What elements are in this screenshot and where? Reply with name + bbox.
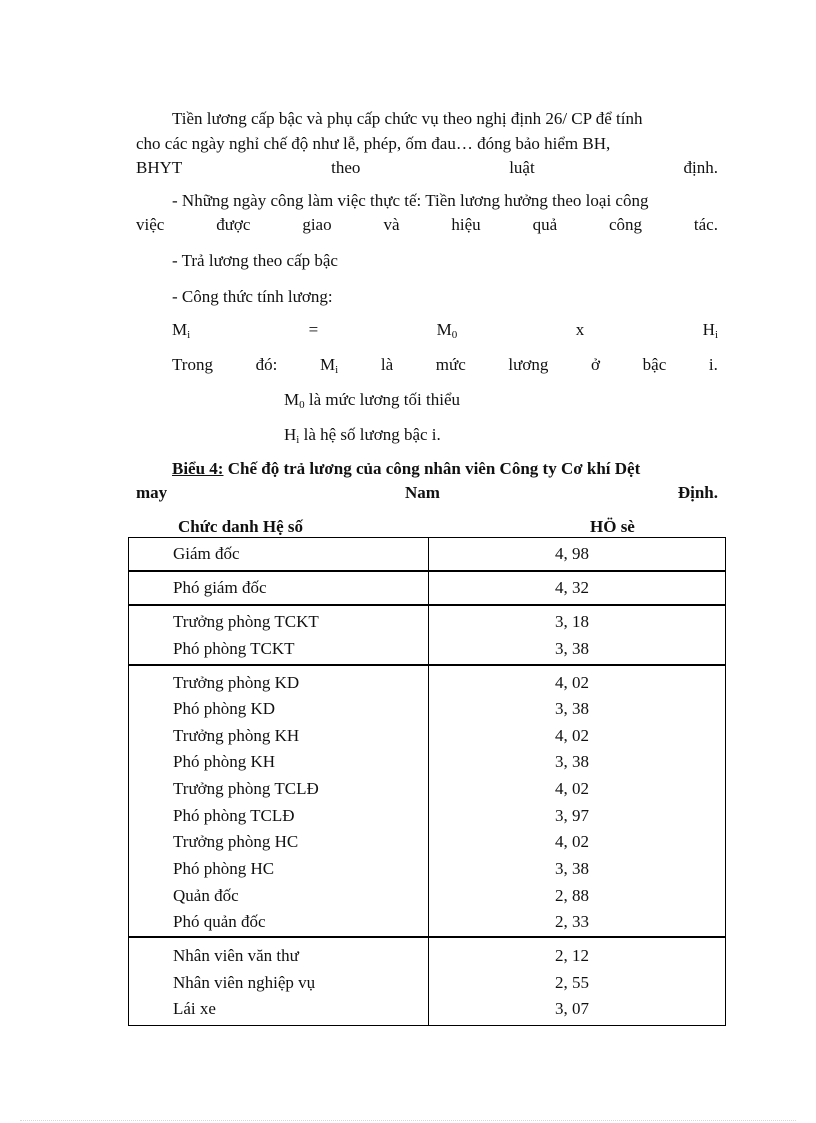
- coefficient-value: 4, 32: [555, 578, 589, 597]
- table-row: [129, 696, 727, 722]
- word: quả: [532, 215, 558, 234]
- table-row: [129, 636, 727, 662]
- word: giao: [302, 215, 332, 234]
- formula-m0: $M_0$: [436, 320, 458, 341]
- position-name: Trưởng phòng TCKT: [173, 612, 319, 631]
- table-row: [129, 943, 727, 969]
- formula-explanation: [172, 355, 718, 375]
- coefficient-value: 2, 88: [555, 886, 589, 905]
- word: hiệu: [451, 215, 481, 234]
- page-footer-divider: [20, 1120, 796, 1121]
- position-name: Phó phòng HC: [173, 859, 275, 878]
- coefficient-value: 2, 33: [555, 912, 589, 931]
- position-name: Phó phòng TCLĐ: [173, 806, 295, 825]
- hi-definition: $H_i$ là hệ số lương bậc i.: [284, 425, 441, 446]
- position-name: Phó giám đốc: [173, 578, 267, 597]
- coefficient-value: 3, 38: [555, 639, 589, 658]
- table-row: [129, 883, 727, 909]
- position-name: Giám đốc: [173, 544, 240, 563]
- word: tác.: [693, 215, 718, 234]
- position-name: Quản đốc: [173, 886, 239, 905]
- position-name: Phó phòng KH: [173, 752, 276, 771]
- position-name: Phó quản đốc: [173, 912, 266, 931]
- word: $M_i$: [320, 355, 339, 376]
- word: và: [383, 215, 400, 234]
- position-name: Trưởng phòng KH: [173, 726, 300, 745]
- salary-table: [128, 537, 726, 1026]
- coefficient-value: 3, 18: [555, 612, 589, 631]
- word: Trong: [172, 355, 213, 374]
- coefficient-value: 3, 07: [555, 999, 589, 1018]
- table-row: [129, 541, 727, 567]
- formula-equals: =: [308, 320, 319, 339]
- group-divider: [129, 604, 725, 606]
- word: định.: [683, 158, 718, 177]
- word: theo: [331, 158, 361, 177]
- formula-h: $H_i$: [702, 320, 718, 341]
- caption-label: Biểu 4:: [172, 459, 224, 478]
- table-row: [129, 856, 727, 882]
- table-row: [129, 749, 727, 775]
- table-row: [129, 609, 727, 635]
- table-row: [129, 723, 727, 749]
- table-header-left: Chức danh Hệ số: [178, 517, 303, 536]
- word: BHYT: [136, 158, 183, 177]
- coefficient-value: 2, 55: [555, 973, 589, 992]
- coefficient-value: 4, 02: [555, 673, 589, 692]
- word: việc: [136, 215, 165, 234]
- paragraph-line: cho các ngày nghỉ chế độ như lễ, phép, ốm đau… đóng bảo hiểm BH,: [136, 134, 611, 153]
- m0-definition: $M_0$ là mức lương tối thiểu: [284, 390, 460, 411]
- word: may: [136, 483, 168, 502]
- word: bậc: [642, 355, 667, 374]
- table-caption-line2: [136, 483, 718, 503]
- group-divider: [129, 664, 725, 666]
- coefficient-value: 4, 98: [555, 544, 589, 563]
- coefficient-value: 3, 38: [555, 752, 589, 771]
- coefficient-value: 3, 38: [555, 699, 589, 718]
- formula-times: x: [575, 320, 585, 339]
- word: là: [380, 355, 394, 374]
- table-row: [129, 909, 727, 935]
- table-row: [129, 670, 727, 696]
- formula: [172, 320, 718, 340]
- word: mức: [435, 355, 466, 374]
- table-row: [129, 829, 727, 855]
- coefficient-value: 4, 02: [555, 832, 589, 851]
- position-name: Trưởng phòng KD: [173, 673, 300, 692]
- position-name: Phó phòng KD: [173, 699, 276, 718]
- word: Định.: [677, 483, 718, 502]
- formula-m: $M_i$: [172, 320, 191, 341]
- table-row: [129, 996, 727, 1022]
- word: luật: [509, 158, 535, 177]
- pay-by-grade-item: - Trả lương theo cấp bậc: [172, 251, 338, 270]
- position-name: Trưởng phòng TCLĐ: [173, 779, 319, 798]
- caption-title: Chế độ trả lương của công nhân viên Công ty Cơ khí Dệt: [227, 459, 641, 478]
- group-divider: [129, 936, 725, 938]
- paragraph-line-justified: [136, 215, 718, 235]
- position-name: Phó phòng TCKT: [173, 639, 295, 658]
- word: lương: [508, 355, 549, 374]
- paragraph-line: - Những ngày công làm việc thực tế: Tiền lương hưởng theo loại công: [172, 191, 649, 210]
- word: công: [608, 215, 643, 234]
- coefficient-value: 4, 02: [555, 726, 589, 745]
- table-row: [129, 776, 727, 802]
- table-row: [129, 803, 727, 829]
- word: i.: [708, 355, 718, 374]
- position-name: Nhân viên nghiệp vụ: [173, 973, 316, 992]
- position-name: Lái xe: [173, 999, 216, 1018]
- table-caption: [172, 459, 640, 479]
- word: được: [216, 215, 251, 234]
- coefficient-value: 4, 02: [555, 779, 589, 798]
- paragraph-line: Tiền lương cấp bậc và phụ cấp chức vụ theo nghị định 26/ CP để tính: [172, 109, 643, 128]
- table-row: [129, 575, 727, 601]
- formula-label: - Công thức tính lương:: [172, 287, 333, 306]
- word: đó:: [255, 355, 278, 374]
- coefficient-value: 3, 38: [555, 859, 589, 878]
- word: ở: [591, 355, 601, 374]
- word: Nam: [405, 483, 440, 502]
- table-header-right: HÖ sè: [590, 517, 635, 536]
- position-name: Trưởng phòng HC: [173, 832, 299, 851]
- group-divider: [129, 570, 725, 572]
- coefficient-value: 3, 97: [555, 806, 589, 825]
- position-name: Nhân viên văn thư: [173, 946, 299, 965]
- table-row: [129, 970, 727, 996]
- paragraph-line-justified: [136, 158, 718, 178]
- coefficient-value: 2, 12: [555, 946, 589, 965]
